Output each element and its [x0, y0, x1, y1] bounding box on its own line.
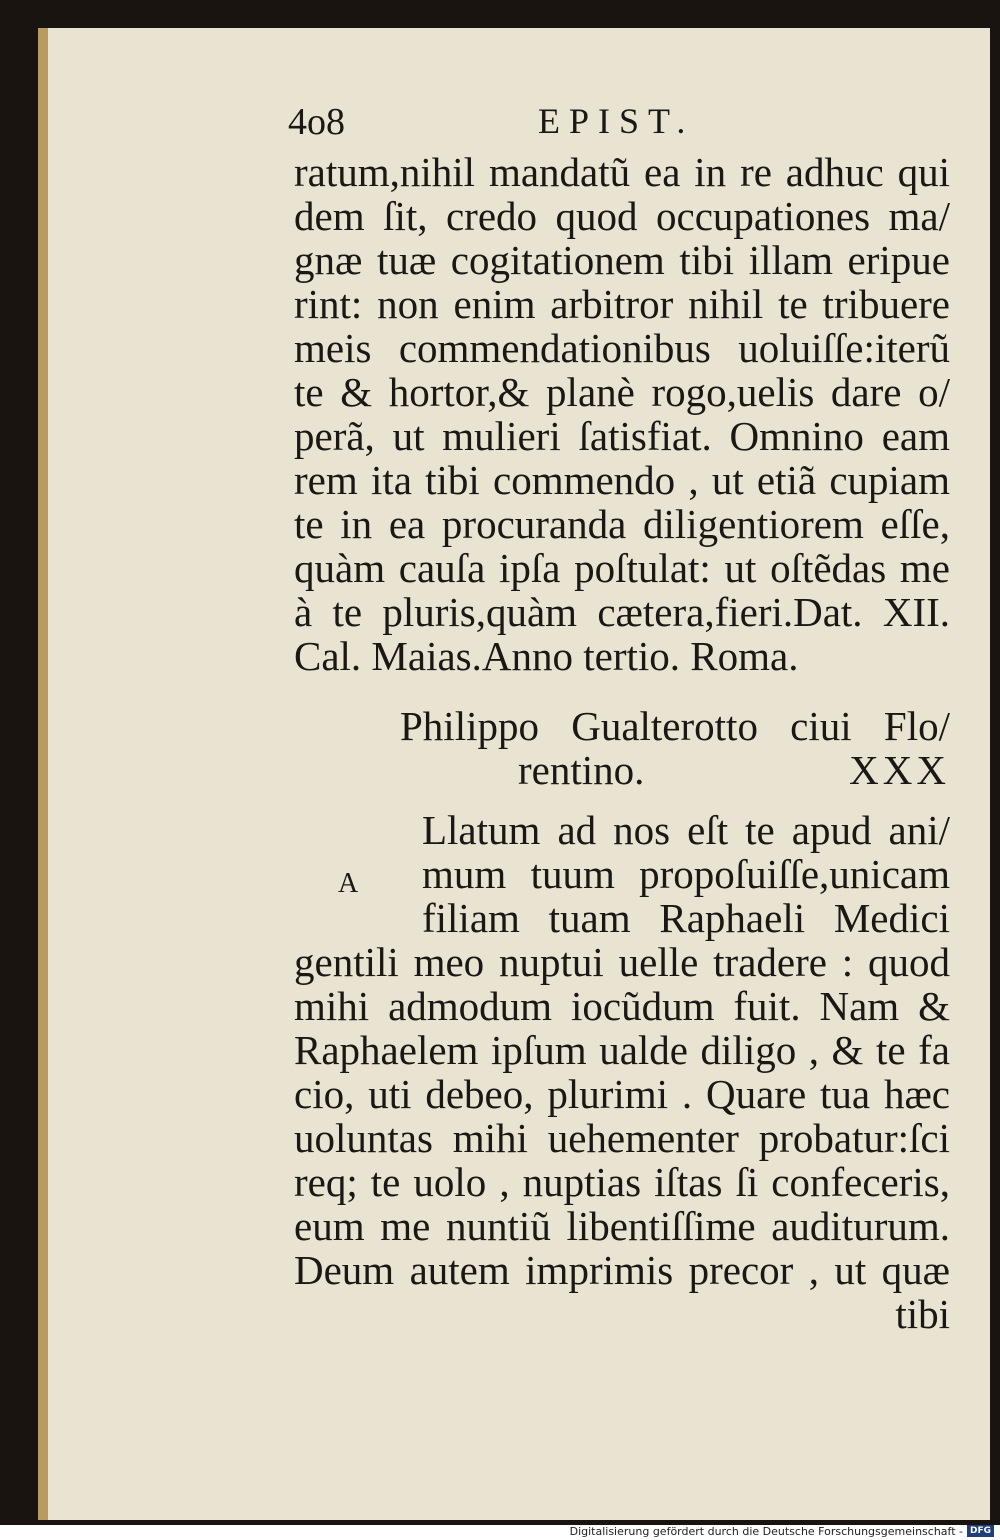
text-line: rint: non enim arbitror nihil te tribuere: [294, 281, 950, 327]
text-line: dem ſit, credo quod occupationes ma/: [294, 193, 950, 239]
text-line: Deum autem imprimis precor , ut quæ: [294, 1247, 950, 1293]
text-line: meis commendationibus uoluiſſe:iterũ: [294, 325, 950, 371]
text-line: te & hortor,& planè rogo,uelis dare o/: [294, 369, 950, 415]
text-line: perã, ut mulieri ſatisfiat. Omnino eam: [294, 413, 950, 459]
running-head: EPIST.: [538, 101, 695, 141]
section-letter: A: [338, 868, 359, 899]
footer-credit: [570, 1524, 994, 1538]
text-line: mihi admodum iocũdum fuit. Nam &: [294, 983, 950, 1029]
letter-heading-line: rentino.: [518, 747, 645, 793]
page-text: [48, 28, 990, 1520]
dfg-logo-icon: DFG: [967, 1525, 994, 1537]
text-line: mum tuum propoſuiſſe,unicam: [422, 851, 950, 897]
text-line: ratum,nihil mandatũ ea in re adhuc qui: [294, 149, 950, 195]
text-line: gnæ tuæ cogitationem tibi illam eripue: [294, 237, 950, 283]
book-page: [38, 28, 990, 1520]
page-number: 4o8: [288, 101, 345, 143]
letter-heading-line: Philippo Gualterotto ciui Flo/: [400, 703, 950, 749]
text-line: req; te uolo , nuptias iſtas ſi confeceris,: [294, 1159, 950, 1205]
text-line: Llatum ad nos eſt te apud ani/: [422, 807, 950, 853]
text-line: cio, uti debeo, plurimi . Quare tua hæc: [294, 1071, 950, 1117]
footer-text: Digitalisierung gefördert durch die Deutsche Forschungsgemeinschaft -: [569, 1524, 963, 1538]
text-line: filiam tuam Raphaeli Medici: [422, 895, 950, 941]
text-line: uoluntas mihi uehementer probatur:ſci: [294, 1115, 950, 1161]
text-line: à te pluris,quàm cætera,fieri.Dat. XII.: [294, 589, 950, 635]
text-line: te in ea procuranda diligentiorem eſſe,: [294, 501, 950, 547]
text-line: quàm cauſa ipſa poſtulat: ut oſtẽdas me: [294, 545, 950, 591]
text-line: eum me nuntiũ libentiſſime auditurum.: [294, 1203, 950, 1249]
text-line: Cal. Maias.Anno tertio. Roma.: [294, 633, 799, 679]
page-header: [288, 100, 768, 148]
text-line: rem ita tibi commendo , ut etiã cupiam: [294, 457, 950, 503]
catchword: tibi: [895, 1291, 950, 1337]
text-line: gentili meo nuptui uelle tradere : quod: [294, 939, 950, 985]
letter-number: XXX: [849, 747, 950, 793]
text-line: Raphaelem ipſum ualde diligo , & te fa: [294, 1027, 950, 1073]
